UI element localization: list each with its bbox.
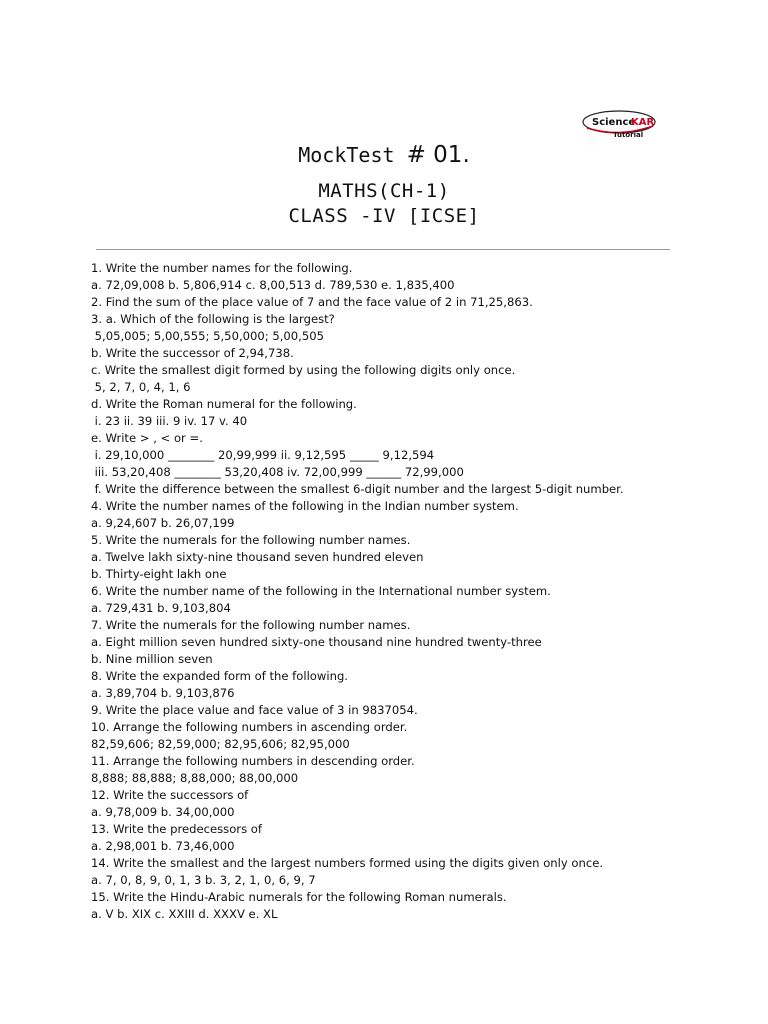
question-line: i. 23 ii. 39 iii. 9 iv. 17 v. 40 (91, 414, 248, 428)
question-line: 8. Write the expanded form of the following. (91, 669, 348, 683)
question-list (91, 260, 731, 923)
question-line: c. Write the smallest digit formed by using the following digits only once. (91, 363, 516, 377)
question-line: a. 72,09,008 b. 5,806,914 c. 8,00,513 d. 789,530 e. 1,835,400 (91, 278, 455, 292)
question-line: e. Write > , < or =. (91, 431, 203, 445)
logo-brand-right: KAR (631, 117, 655, 128)
header-divider (96, 249, 670, 250)
question-line: 12. Write the successors of (91, 788, 249, 802)
question-line: b. Nine million seven (91, 652, 213, 666)
logo-brand-left: Science (592, 117, 636, 128)
question-line: 5, 2, 7, 0, 4, 1, 6 (91, 380, 191, 394)
question-line: a. Twelve lakh sixty-nine thousand seven hundred eleven (91, 550, 424, 564)
question-line: a. 9,78,009 b. 34,00,000 (91, 805, 235, 819)
question-line: 9. Write the place value and face value of 3 in 9837054. (91, 703, 418, 717)
question-line: 8,888; 88,888; 8,88,000; 88,00,000 (91, 771, 299, 785)
question-line: 3. a. Which of the following is the largest? (91, 312, 335, 326)
question-line: 11. Arrange the following numbers in descending order. (91, 754, 415, 768)
question-line: a. 7, 0, 8, 9, 0, 1, 3 b. 3, 2, 1, 0, 6, 9, 7 (91, 873, 316, 887)
question-line: 2. Find the sum of the place value of 7 and the face value of 2 in 71,25,863. (91, 295, 533, 309)
question-line: 6. Write the number name of the following in the International number system. (91, 584, 551, 598)
question-line: 5. Write the numerals for the following number names. (91, 533, 411, 547)
question-line: i. 29,10,000 ________ 20,99,999 ii. 9,12,595 _____ 9,12,594 (91, 448, 435, 462)
question-line: b. Thirty-eight lakh one (91, 567, 227, 581)
question-line: 10. Arrange the following numbers in ascending order. (91, 720, 408, 734)
question-line: a. 2,98,001 b. 73,46,000 (91, 839, 235, 853)
question-line: b. Write the successor of 2,94,738. (91, 346, 294, 360)
question-line: iii. 53,20,408 ________ 53,20,408 iv. 72,00,999 ______ 72,99,000 (91, 465, 464, 479)
subject-heading: MATHS(CH-1) (318, 180, 450, 202)
question-line: a. V b. XIX c. XXIII d. XXXV e. XL (91, 907, 278, 921)
question-line: a. 729,431 b. 9,103,804 (91, 601, 231, 615)
question-line: 1. Write the number names for the following. (91, 261, 353, 275)
logo-tagline: Tutorial (613, 131, 644, 139)
question-line: a. Eight million seven hundred sixty-one thousand nine hundred twenty-three (91, 635, 542, 649)
question-line: d. Write the Roman numeral for the following. (91, 397, 357, 411)
question-line: 4. Write the number names of the following in the Indian number system. (91, 499, 519, 513)
mock-test-prefix: MockTest (298, 143, 407, 167)
mock-test-title (0, 142, 768, 168)
sciencekar-logo (581, 108, 659, 142)
class-heading: CLASS -IV [ICSE] (288, 205, 480, 227)
question-line: 5,05,005; 5,00,555; 5,50,000; 5,00,505 (91, 329, 324, 343)
question-line: a. 3,89,704 b. 9,103,876 (91, 686, 235, 700)
question-line: 14. Write the smallest and the largest numbers formed using the digits given only once. (91, 856, 604, 870)
question-line: 7. Write the numerals for the following number names. (91, 618, 411, 632)
mock-test-number: # 01. (406, 142, 470, 168)
question-line: 82,59,606; 82,59,000; 82,95,606; 82,95,000 (91, 737, 350, 751)
question-line: a. 9,24,607 b. 26,07,199 (91, 516, 235, 530)
question-line: 15. Write the Hindu-Arabic numerals for the following Roman numerals. (91, 890, 507, 904)
question-line: f. Write the difference between the smallest 6-digit number and the largest 5-digit number. (91, 482, 624, 496)
question-line: 13. Write the predecessors of (91, 822, 262, 836)
